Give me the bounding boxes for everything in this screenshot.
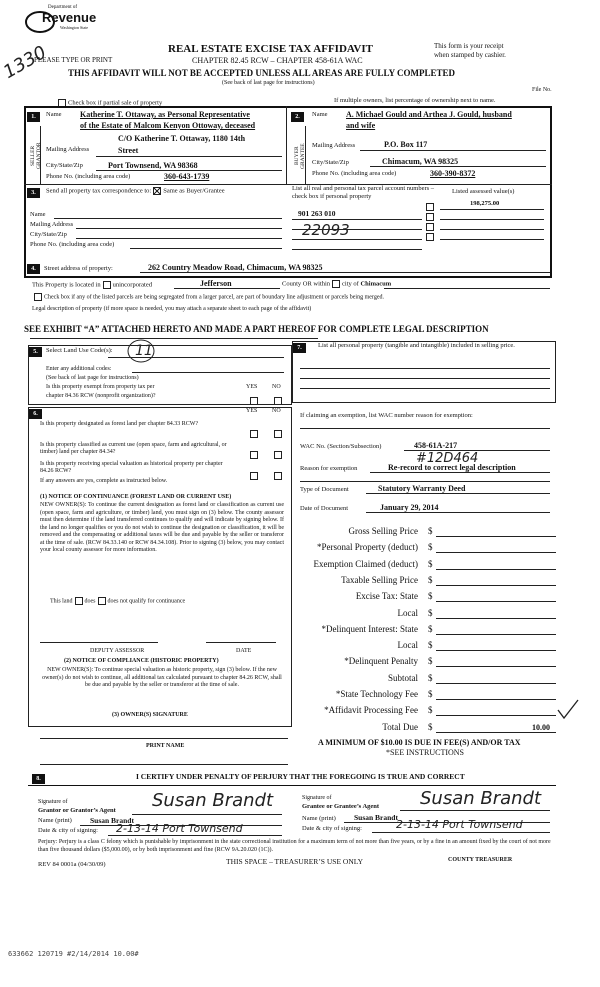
notice-compliance-title: (2) NOTICE OF COMPLIANCE (HISTORIC PROPERTY) [64,658,219,664]
seller-mail-label: Mailing Address [46,146,90,153]
assessed-value[interactable]: 198,275.00 [470,200,500,207]
assessed-line-3 [440,229,544,230]
forest-question: Is this property designated as forest land per chapter 84.33 RCW? [40,421,199,427]
unincorporated-label: unincorporated [112,281,152,289]
land-use-line [108,357,284,358]
sec3-mail-label: Mailing Address [30,221,74,228]
form-chapter: CHAPTER 82.45 RCW – CHAPTER 458-61A WAC [192,56,363,65]
doc-date-label: Date of Document [300,505,349,512]
doc-type-label: Type of Document [300,486,349,493]
receipt-note: This form is your receipt [434,42,504,50]
money-label: Excise Tax: State [355,591,418,601]
sec3-phone-line [130,248,282,249]
sec8-top-rule [28,785,556,786]
owner-signature-label: (3) OWNER(S) SIGNATURE [112,712,188,718]
file-no: File No. [532,87,552,93]
recording-stamp: 633662 120719 #2/14/2014 10.00# [8,950,139,958]
sec3-mail-line [76,228,282,229]
money-currency: $ [428,575,433,585]
section-4-badge: 4. [27,264,40,274]
does-label: does [84,598,96,605]
city-of-label: city of [342,280,359,288]
form-see-back: (See back of last page for instructions) [222,80,315,86]
receipt-note-2: when stamped by cashier. [434,51,506,59]
historic-question: Is this property receiving special valuation as historical property per chapter 84.26 RCW? [40,461,223,474]
buyer-mail-label: Mailing Address [312,142,356,149]
minimum-due: A MINIMUM OF $10.00 IS DUE IN FEE(S) AND/OR TAX [318,738,521,747]
money-currency: $ [428,673,433,683]
frame-top [24,106,552,108]
buyer-city-label: City/State/Zip [312,159,349,166]
seller-mail-1[interactable]: C/O Katherine T. Ottaway, 1180 14th [118,134,246,143]
street-address[interactable]: 262 Country Meadow Road, Chimacum, WA 98325 [148,263,323,272]
money-label: Subtotal [387,673,418,683]
money-currency: $ [428,559,433,569]
county-name[interactable]: Jefferson [200,279,232,288]
pp-checkbox-4[interactable] [426,233,434,241]
grantor-sig-line [132,814,282,815]
city-checkbox[interactable] [332,280,340,288]
sec6-yes: YES [246,408,258,414]
same-as-buyer-label: Same as Buyer/Grantee [163,187,225,195]
legal-line-1 [30,338,318,339]
see-instructions: *SEE INSTRUCTIONS [386,748,465,757]
print-name-line[interactable] [40,764,288,765]
seller-phone[interactable]: 360-643-1739 [164,172,210,181]
money-currency: $ [428,705,433,715]
legal-label: Legal description of property (if more space is needed, you may attach a separate sheet to each page of the affidavit) [32,306,312,312]
buyer-phone-label: Phone No. (including area code) [312,170,397,177]
grantee-date-label: Date & city of signing: [302,825,362,832]
money-label: *State Technology Fee [335,689,418,699]
same-as-buyer-checkbox[interactable] [153,187,161,195]
certify-statement: I CERTIFY UNDER PENALTY OF PERJURY THAT THE FOREGOING IS TRUE AND CORRECT [136,772,465,781]
money-currency: $ [428,624,433,634]
handwritten-wac: #12D464 [416,451,479,466]
claim-label: If claiming an exemption, list WAC number reason for exemption: [300,412,473,419]
frame-divider [286,106,287,184]
reason-line [370,472,550,473]
sec3-city-label: City/State/Zip [30,231,67,238]
grantor-agent-label: Grantor or Grantor’s Agent [38,807,116,814]
exempt-no-checkbox[interactable] [274,397,282,405]
parcel-line-3 [292,239,422,240]
current-use-yes-checkbox[interactable] [250,451,258,459]
money-line [436,666,556,667]
wac-label: WAC No. (Section/Subsection) [300,443,382,450]
pp-line-1 [300,368,550,369]
money-label: *Delinquent Interest: State [321,624,418,634]
doc-type-line [366,493,550,494]
money-line [436,683,556,684]
seller-name-2[interactable]: of the Estate of Malcom Kenyon Ottoway, deceased [80,121,256,130]
form-notice: THIS AFFIDAVIT WILL NOT BE ACCEPTED UNLESS ALL AREAS ARE FULLY COMPLETED [68,68,456,78]
money-currency: $ [428,722,433,732]
city-line [384,288,550,289]
does-checkbox[interactable] [75,597,83,605]
assessed-line-2 [440,219,544,220]
land-use-label: Select Land Use Code(s): [46,347,113,354]
section-3-badge: 3. [27,188,40,198]
perjury-notice: Perjury: Perjury is a class C felony which is punishable by imprisonment in the state correctional institution for a maximum term of not more than five years, or by a fine in an amount fixed by the court of not more than five thousand dollars ($5,000.00), or by both imprisonment and fine (RCW 9A.20.020 (1C)). [38,839,551,853]
county-line [174,288,280,289]
grantee-date-line [372,832,550,833]
reason-label: Reason for exemption [300,465,358,472]
located-row [32,281,152,289]
seller-mail-line [96,156,282,157]
buyer-name-2[interactable]: and wife [346,121,376,130]
this-land-label: This land [50,598,73,605]
grantor-sig-label: Signature of [38,799,68,805]
logo-state: Washington State [60,25,89,30]
assessed-line-4 [440,239,544,240]
sec3-city-line [76,238,282,239]
seller-phone-label: Phone No. (including area code) [46,173,131,180]
sec6-checkboxes [248,423,284,486]
date-line [206,642,276,643]
personal-property-label: List all personal property (tangible and intangible) included in selling price. [318,342,515,349]
doc-date-line [366,512,550,513]
seller-city-line [96,170,282,171]
does-not-label: does not qualify for continuance [107,598,186,605]
pp-line-3 [300,388,550,389]
section-2-badge: 2. [291,112,304,122]
additional-codes: Enter any additional codes: [46,366,112,372]
reason-line-2 [300,481,550,482]
notice-compliance-body: NEW OWNER(S): To continue special valuation as historic property, sign (3) below. If the new owner(s) do not wish to continue, all additional tax calculated pursuant to chapter 84.26 RCW, shall be due and payable by the seller or transferor at the time of sale. [42,667,282,688]
money-label: *Delinquent Penalty [344,656,418,666]
grantor-signature[interactable]: Susan Brandt [152,790,274,811]
frame-left [24,106,26,278]
historic-no-checkbox[interactable] [274,472,282,480]
county-treasurer: COUNTY TREASURER [448,857,513,863]
money-label: Taxable Selling Price [341,575,418,585]
grantor-date-line [108,835,282,836]
seller-side: SELLER GRANTOR [30,142,42,170]
sec5-yes: YES [246,384,258,390]
print-name-label: PRINT NAME [146,743,185,749]
county-or-label: County OR within [282,280,331,288]
personal-property-checkboxes [424,202,436,242]
doc-date[interactable]: January 29, 2014 [380,503,439,512]
yes-instructions: If any answers are yes, complete as instructed below. [40,478,168,484]
code-circle-icon [126,338,156,364]
parcel-line-1 [292,219,422,220]
money-line [436,650,556,651]
does-not-checkbox[interactable] [98,597,106,605]
parcel-label: List all real and personal tax parcel account numbers – check box if personal property [292,185,435,200]
money-line [436,715,556,716]
doc-type[interactable]: Statutory Warranty Deed [378,484,466,493]
exempt-question: Is this property exempt from property tax per [46,384,155,390]
additional-line [132,372,284,373]
seller-mail-2[interactable]: Street [118,146,139,155]
buyer-city[interactable]: Chimacum, WA 98325 [382,157,459,166]
parcel-line-2 [292,229,422,230]
seller-city[interactable]: Port Townsend, WA 98368 [108,161,198,170]
grantee-print-label: Name (print) [302,815,336,822]
money-label: Exemption Claimed (deduct) [313,559,418,569]
current-use-no-checkbox[interactable] [274,451,282,459]
money-line [436,601,556,602]
grantor-date-label: Date & city of signing: [38,827,98,834]
assessed-line-1 [440,209,544,210]
logo-dept: Department of [48,5,78,10]
handwritten-parcel: 22093 [302,221,350,239]
money-amount[interactable]: 10.00 [532,723,550,732]
section-6-badge: 6. [29,409,42,419]
deputy-assessor: DEPUTY ASSESSOR [90,648,145,654]
exempt-question-2: chapter 84.36 RCW (nonprofit organization)? [46,393,156,399]
qualify-row [50,597,185,605]
segregated-checkbox[interactable] [34,293,42,301]
pp-line-2 [300,378,550,379]
checkmark-icon [556,698,580,722]
multiple-owners: If multiple owners, list percentage of ownership next to name. [334,97,496,104]
grantee-sig-line [400,810,550,811]
seller-city-label: City/State/Zip [46,162,83,169]
sec3-phone-label: Phone No. (including area code) [30,241,115,248]
revenue-logo [18,4,98,34]
section-8-badge: 8. [32,774,45,784]
parcel-line-4 [292,249,422,250]
seller-name-label: Name [46,111,62,118]
grantor-name[interactable]: Susan Brandt [90,816,134,825]
money-label: *Personal Property (deduct) [317,542,418,552]
buyer-name-label: Name [312,111,328,118]
grantor-print-label: Name (print) [38,817,72,824]
county-or-row [282,280,391,288]
street-label: Street address of property: [44,265,113,272]
located-label: This Property is located in [32,281,101,289]
buyer-mail-line [360,150,546,151]
sec6-no: NO [272,408,281,414]
money-line [436,552,556,553]
money-line [436,585,556,586]
money-line [436,634,556,635]
money-line [436,618,556,619]
frame-right [550,106,552,278]
seller-name[interactable]: Katherine T. Ottaway, as Personal Representative [80,110,250,119]
buyer-side-line [305,126,306,184]
please-type: PLEASE TYPE OR PRINT [34,56,113,64]
deputy-date: DATE [236,648,252,654]
sec7-box [292,341,556,403]
grantee-date-city[interactable]: 2-13-14 Port Townsend [396,818,523,831]
send-correspondence-label: Send all property tax correspondence to: [46,187,152,195]
parcel-number[interactable]: 901 263 010 [298,209,336,218]
city-name[interactable]: Chimacum [360,280,392,288]
money-currency: $ [428,656,433,666]
exhibit-a: SEE EXHIBIT “A” ATTACHED HERETO AND MADE A PART HEREOF FOR COMPLETE LEGAL DESCRIPTION [24,324,489,334]
deputy-line [40,642,158,643]
historic-yes-checkbox[interactable] [250,472,258,480]
sec5-no: NO [272,384,281,390]
money-line [436,569,556,570]
buyer-city-line [370,166,546,167]
notice-continuance-body: NEW OWNER(S): To continue the current designation as forest land or classification as current use (open space, farm and agriculture, or timber) land, you must sign on (3) below. The county assessor must then determine if the land transferred continues to qualify and will indicate by signing below. If the land no longer qualifies or you do not wish to continue the designation or classification, it will be removed and the compensating or additional taxes will be due and payable by the seller or transferor at the time of sale. (RCW 84.33.140 or RCW 84.34.108). Prior to signing (3) below, you may contact your local county assessor for more information. [40,502,284,553]
section-7-badge: 7. [293,343,306,353]
street-line [140,272,550,273]
grantee-signature[interactable]: Susan Brandt [420,788,542,809]
segregated-row [32,293,384,301]
treasurer-space: THIS SPACE – TREASURER’S USE ONLY [226,857,363,866]
money-currency: $ [428,591,433,601]
money-line [436,732,556,733]
money-label: Local [397,640,418,650]
buyer-side: BUYER GRANTEE [294,143,306,169]
section-5-badge: 5. [29,347,42,357]
segregated-label: Check box if any of the listed parcels are being segregated from a larger parcel, are part of boundary line adjustment or parcels being merged. [44,294,384,301]
pp-checkbox-3[interactable] [426,223,434,231]
handwritten-number: 1330 [0,41,50,84]
money-currency: $ [428,689,433,699]
money-label: Total Due [382,722,418,732]
land-use-code[interactable]: 11 [135,343,153,359]
section-1-badge: 1. [27,112,40,122]
grantor-date-city[interactable]: 2-13-14 Port Townsend [116,822,243,835]
pp-checkbox-1[interactable] [426,203,434,211]
partial-sale-label: Check box if partial sale of property [68,99,163,107]
sec3-name-label: Name [30,211,46,218]
logo-revenue: Revenue [42,10,97,25]
current-use-question: Is this property classified as current use (open space, farm and agricultural, or timber) land per chapter 84.34? [40,442,227,455]
money-line [436,699,556,700]
pp-checkbox-2[interactable] [426,213,434,221]
exempt-yes-checkbox[interactable] [250,397,258,405]
money-currency: $ [428,542,433,552]
rev-number: REV 84 0001a (04/30/09) [38,861,106,868]
seller-side-line [40,126,41,184]
claim-line [300,428,550,429]
grantee-agent-label: Grantee or Grantee’s Agent [302,803,380,810]
wac-number[interactable]: 458-61A-217 [414,441,458,450]
forest-no-checkbox[interactable] [274,430,282,438]
forest-yes-checkbox[interactable] [250,430,258,438]
money-currency: $ [428,526,433,536]
money-label: *Affidavit Processing Fee [324,705,418,715]
unincorporated-checkbox[interactable] [103,281,111,289]
sec5-see-back: (See back of last page for instructions) [46,375,139,381]
grantee-sig-label: Signature of [302,795,332,801]
notice-continuance-title: (1) NOTICE OF CONTINUANCE (FOREST LAND OR CURRENT USE) [40,494,232,500]
sec3-name-line [54,218,282,219]
money-currency: $ [428,640,433,650]
buyer-phone[interactable]: 360-390-8372 [430,169,476,178]
frame-bottom [24,276,552,278]
buyer-name[interactable]: A. Michael Gould and Arthea J. Gould, husband [346,110,512,119]
reason-text[interactable]: Re-record to correct legal description [388,463,516,472]
money-line [436,536,556,537]
buyer-mail[interactable]: P.O. Box 117 [384,140,428,149]
assessed-label: Listed assessed value(s) [452,188,515,195]
grantee-name[interactable]: Susan Brandt [354,813,398,822]
send-correspondence [46,187,225,195]
frame-mid [24,184,552,185]
owner-signature-line-1[interactable] [40,738,288,739]
form-title: REAL ESTATE EXCISE TAX AFFIDAVIT [168,43,373,55]
money-label: Gross Selling Price [348,526,418,536]
money-label: Local [397,608,418,618]
money-currency: $ [428,608,433,618]
